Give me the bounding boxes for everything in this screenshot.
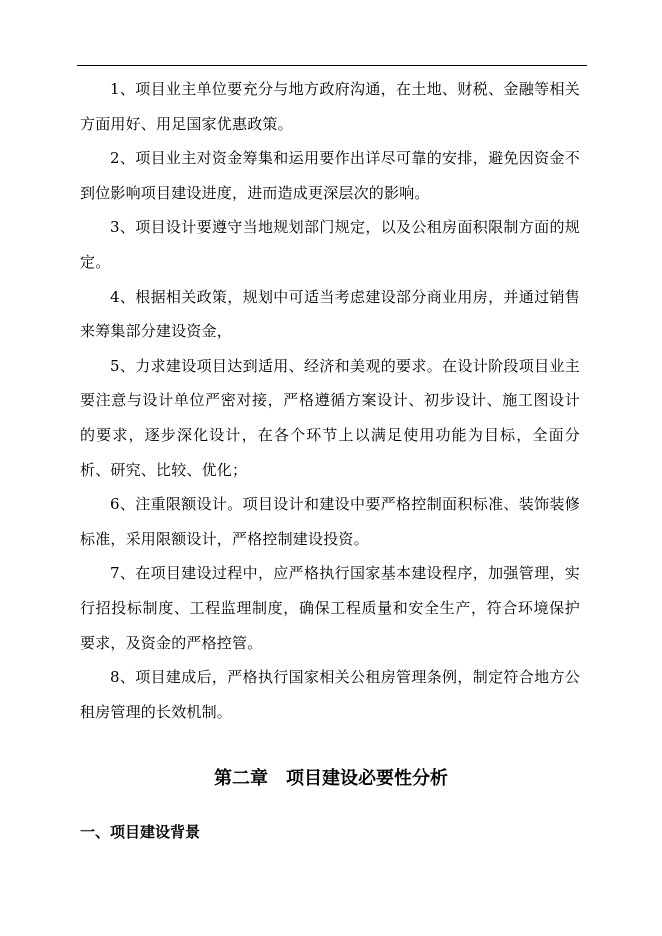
paragraph-3: 3、项目设计要遵守当地规划部门规定，以及公租房面积限制方面的规定。 bbox=[80, 218, 580, 271]
paragraph-5: 5、力求建设项目达到适用、经济和美观的要求。在设计阶段项目业主要注意与设计单位严密对接，严格遵循方案设计、初步设计、施工图设计的要求，逐步深化设计，在各个环节上以满足使用功能为目标，全面分析、研究、比较、优化； bbox=[80, 356, 580, 479]
chapter-title: 项目建设必要性分析 bbox=[286, 768, 448, 789]
paragraph-4: 4、根据相关政策，规划中可适当考虑建设部分商业用房，并通过销售来筹集部分建设资金， bbox=[80, 287, 580, 341]
paragraph-6: 6、注重限额设计。项目设计和建设中要严格控制面积标准、装饰装修标准，采用限额设计，严格控制建设投资。 bbox=[80, 495, 580, 548]
paragraph-7: 7、在项目建设过程中，应严格执行国家基本建设程序，加强管理，实行招投标制度、工程监理制度，确保工程质量和安全生产，符合环境保护要求，及资金的严格控管。 bbox=[80, 564, 580, 652]
paragraph-8: 8、项目建成后，严格执行国家相关公租房管理条例，制定符合地方公租房管理的长效机制。 bbox=[80, 668, 580, 721]
paragraph-1: 1、项目业主单位要充分与地方政府沟通，在土地、财税、金融等相关方面用好、用足国家优惠政策。 bbox=[80, 80, 580, 133]
section-heading: 一、项目建设背景 bbox=[80, 823, 201, 841]
recommendations-list bbox=[80, 72, 580, 729]
paragraph-2: 2、项目业主对资金筹集和运用要作出详尽可靠的安排，避免因资金不到位影响项目建设进度，进而造成更深层次的影响。 bbox=[80, 149, 580, 202]
header-rule bbox=[77, 65, 587, 66]
chapter-heading bbox=[0, 766, 662, 792]
chapter-number: 第二章 bbox=[214, 768, 268, 789]
